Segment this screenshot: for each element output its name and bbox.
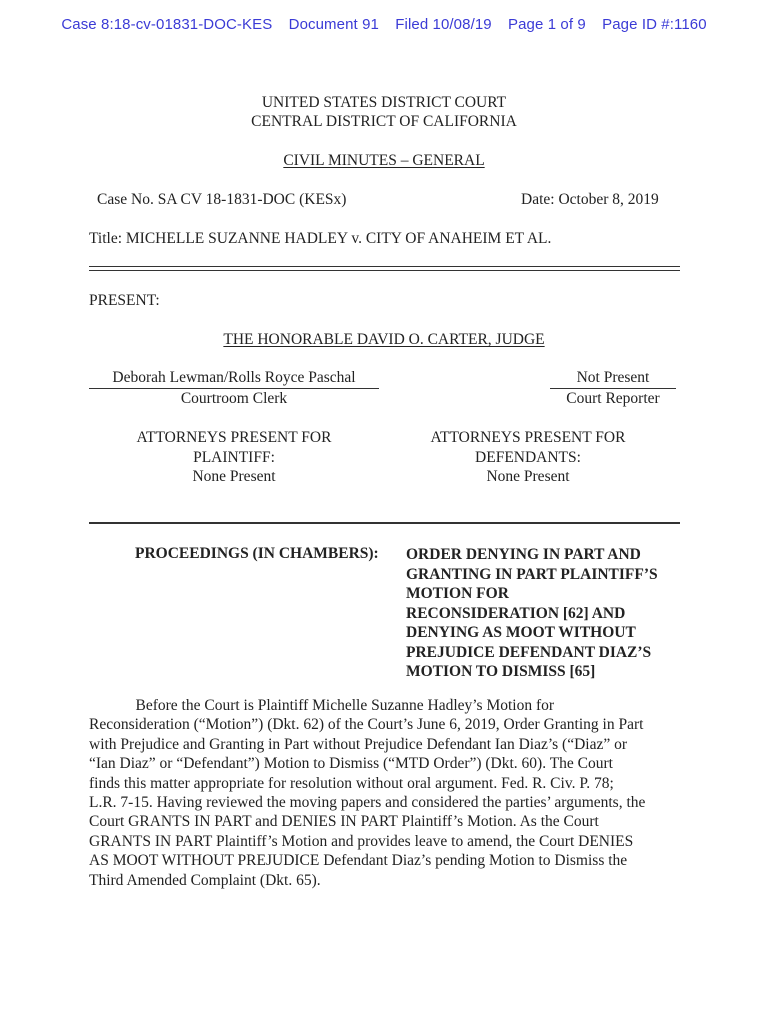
- reporter-block: [550, 369, 676, 408]
- proceedings-title-line: ORDER DENYING IN PART AND: [406, 546, 641, 563]
- attorneys-plaintiff-line1: ATTORNEYS PRESENT FOR: [136, 429, 332, 446]
- clerk-block: [89, 369, 379, 408]
- attorneys-defendants-line1: ATTORNEYS PRESENT FOR: [430, 429, 626, 446]
- attorneys-plaintiff: [120, 428, 348, 487]
- proceedings-title-line: GRANTING IN PART PLAINTIFF’S: [406, 565, 658, 583]
- court-name: UNITED STATES DISTRICT COURT: [261, 94, 507, 111]
- case-number: Case No. SA CV 18-1831-DOC (KESx): [97, 191, 347, 208]
- proceedings-title-line: MOTION FOR: [406, 585, 509, 602]
- court-district: CENTRAL DISTRICT OF CALIFORNIA: [251, 113, 517, 130]
- proceedings-title-line: RECONSIDERATION [62] AND: [406, 604, 626, 622]
- body-line: Before the Court is Plaintiff Michelle Suzanne Hadley’s Motion for: [89, 697, 555, 714]
- body-line: GRANTS IN PART Plaintiff’s Motion and provides leave to amend, the Court DENIES: [89, 832, 634, 850]
- divider-top-second: [89, 270, 680, 271]
- proceedings-title-line: MOTION TO DISMISS [65]: [406, 663, 596, 680]
- filing-stamp: [0, 16, 768, 33]
- divider-top: [89, 266, 680, 267]
- reporter-name: Not Present: [576, 369, 650, 386]
- clerk-role: Courtroom Clerk: [180, 390, 288, 407]
- body-line: L.R. 7-15. Having reviewed the moving papers and considered the parties’ arguments, the: [89, 794, 646, 812]
- body-line: Reconsideration (“Motion”) (Dkt. 62) of the Court’s June 6, 2019, Order Granting in Part: [89, 716, 644, 734]
- judge-wrap: [0, 331, 768, 349]
- stamp-page-id: Page ID #:1160: [602, 16, 707, 33]
- order-body-paragraph: [89, 696, 681, 890]
- body-line: Third Amended Complaint (Dkt. 65).: [89, 871, 321, 889]
- stamp-filed-date: Filed 10/08/19: [395, 16, 492, 33]
- proceedings-title-line: DENYING AS MOOT WITHOUT: [406, 624, 636, 641]
- clerk-line: [89, 388, 379, 389]
- attorneys-defendants: [414, 428, 642, 487]
- reporter-role: Court Reporter: [566, 390, 660, 407]
- minutes-title: CIVIL MINUTES – GENERAL: [283, 152, 485, 169]
- judge-name: THE HONORABLE DAVID O. CARTER, JUDGE: [223, 331, 545, 348]
- body-line: Court GRANTS IN PART and DENIES IN PART Plaintiff’s Motion. As the Court: [89, 813, 599, 831]
- attorneys-plaintiff-value: None Present: [192, 468, 276, 485]
- proceedings-title: [406, 545, 676, 682]
- clerk-name: Deborah Lewman/Rolls Royce Paschal: [112, 369, 356, 386]
- present-label: PRESENT:: [89, 292, 160, 309]
- body-line: with Prejudice and Granting in Part without Prejudice Defendant Ian Diaz’s (“Diaz” or: [89, 735, 628, 753]
- proceedings-label: PROCEEDINGS (IN CHAMBERS):: [135, 545, 379, 562]
- proceedings-title-line: PREJUDICE DEFENDANT DIAZ’S: [406, 643, 652, 661]
- stamp-page: Page 1 of 9: [508, 16, 586, 33]
- stamp-document: Document 91: [288, 16, 379, 33]
- body-line: “Ian Diaz” or “Defendant”) Motion to Dismiss (“MTD Order”) (Dkt. 60). The Court: [89, 755, 613, 773]
- divider-proceedings: [89, 522, 680, 524]
- attorneys-defendants-value: None Present: [486, 468, 570, 485]
- body-line: finds this matter appropriate for resolution without oral argument. Fed. R. Civ. P. 78;: [89, 774, 614, 792]
- reporter-line: [550, 388, 676, 389]
- case-title: Title: MICHELLE SUZANNE HADLEY v. CITY OF ANAHEIM ET AL.: [89, 230, 552, 247]
- attorneys-plaintiff-line2: PLAINTIFF:: [193, 448, 275, 466]
- stamp-case-number: Case 8:18-cv-01831-DOC-KES: [61, 16, 273, 33]
- body-line: AS MOOT WITHOUT PREJUDICE Defendant Diaz’s pending Motion to Dismiss the: [89, 852, 628, 870]
- minutes-title-wrap: [0, 152, 768, 170]
- minutes-date: Date: October 8, 2019: [521, 191, 659, 208]
- attorneys-defendants-line2: DEFENDANTS:: [475, 448, 581, 466]
